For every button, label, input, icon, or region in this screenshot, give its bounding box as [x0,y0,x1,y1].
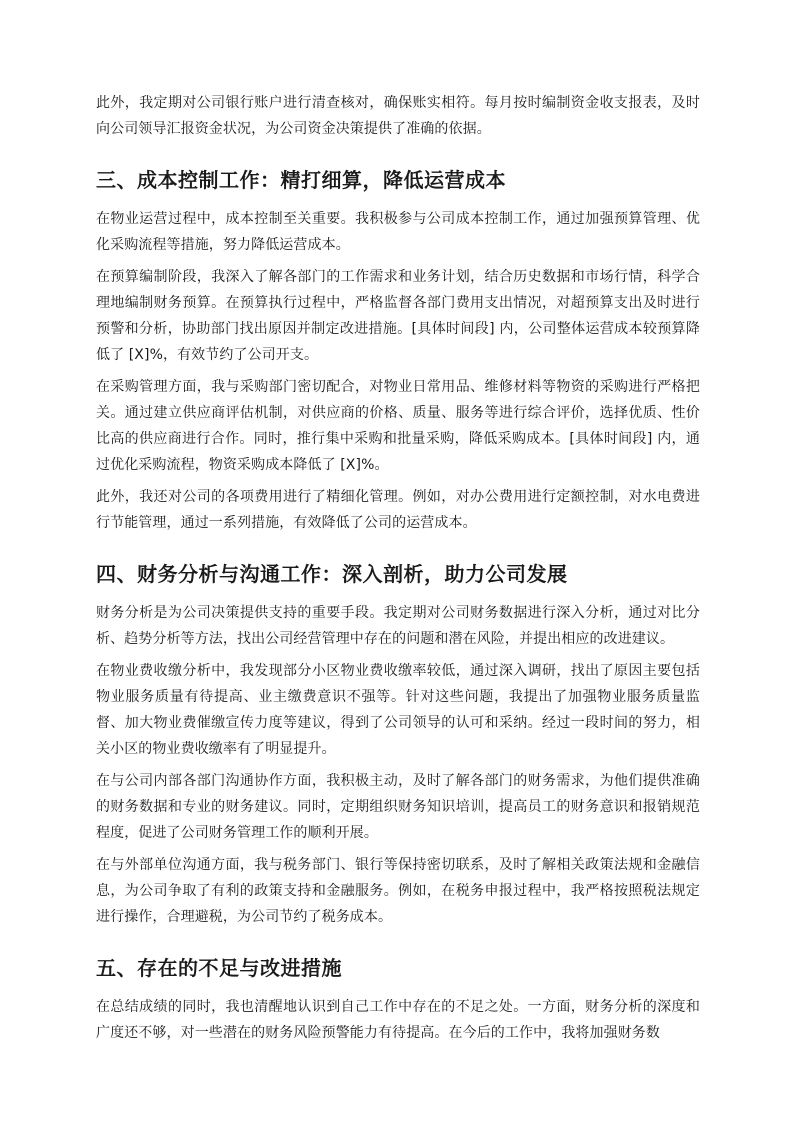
paragraph: 在总结成绩的同时，我也清醒地认识到自己工作中存在的不足之处。一方面，财务分析的深度和广度还不够，对一些潜在的财务风险预警能力有待提高。在今后的工作中，我将加强财务数 [96,999,700,1041]
intro-paragraph: 此外，我定期对公司银行账户进行清查核对，确保账实相符。每月按时编制资金收支报表，及时向公司领导汇报资金状况，为公司资金决策提供了准确的依据。 [96,95,700,137]
paragraph: 在物业运营过程中，成本控制至关重要。我积极参与公司成本控制工作，通过加强预算管理、优化采购流程等措施，努力降低运营成本。 [96,211,700,253]
paragraph: 在采购管理方面，我与采购部门密切配合，对物业日常用品、维修材料等物资的采购进行严格把关。通过建立供应商评估机制，对供应商的价格、质量、服务等进行综合评价，选择优质、性价比高的供应商进行合作。同时，推行集中采购和批量采购，降低采购成本。[具体时间段] 内，通过优化采购流程，物资采购成本降低了 [X]%。 [96,379,700,473]
paragraph: 在预算编制阶段，我深入了解各部门的工作需求和业务计划，结合历史数据和市场行情，科学合理地编制财务预算。在预算执行过程中，严格监督各部门费用支出情况，对超预算支出及时进行预警和分析，协助部门找出原因并制定改进措施。[具体时间段] 内，公司整体运营成本较预算降低了 [X]%，有效节约了公司开支。 [96,269,700,363]
section-heading: 四、财务分析与沟通工作：深入剖析，助力公司发展 [96,562,568,586]
section-heading: 三、成本控制工作：精打细算，降低运营成本 [96,168,506,192]
document-page [96,90,700,1052]
paragraph: 在物业费收缴分析中，我发现部分小区物业费收缴率较低，通过深入调研，找出了原因主要包括物业服务质量有待提高、业主缴费意识不强等。针对这些问题，我提出了加强物业服务质量监督、加大物业费催缴宣传力度等建议，得到了公司领导的认可和采纳。经过一段时间的努力，相关小区的物业费收缴率有了明显提升。 [96,663,700,757]
section-heading: 五、存在的不足与改进措施 [96,956,342,980]
section-cost-control [96,164,700,536]
section-financial-analysis [96,558,700,930]
paragraph: 在与外部单位沟通方面，我与税务部门、银行等保持密切联系，及时了解相关政策法规和金融信息，为公司争取了有利的政策支持和金融服务。例如，在税务申报过程中，我严格按照税法规定进行操作，合理避税，为公司节约了税务成本。 [96,857,700,925]
section-shortcomings [96,952,700,1046]
paragraph: 此外，我还对公司的各项费用进行了精细化管理。例如，对办公费用进行定额控制，对水电费进行节能管理，通过一系列措施，有效降低了公司的运营成本。 [96,489,700,531]
paragraph: 财务分析是为公司决策提供支持的重要手段。我定期对公司财务数据进行深入分析，通过对比分析、趋势分析等方法，找出公司经营管理中存在的问题和潜在风险，并提出相应的改进建议。 [96,605,700,647]
paragraph: 在与公司内部各部门沟通协作方面，我积极主动，及时了解各部门的财务需求，为他们提供准确的财务数据和专业的财务建议。同时，定期组织财务知识培训，提高员工的财务意识和报销规范程度，促进了公司财务管理工作的顺利开展。 [96,773,700,841]
